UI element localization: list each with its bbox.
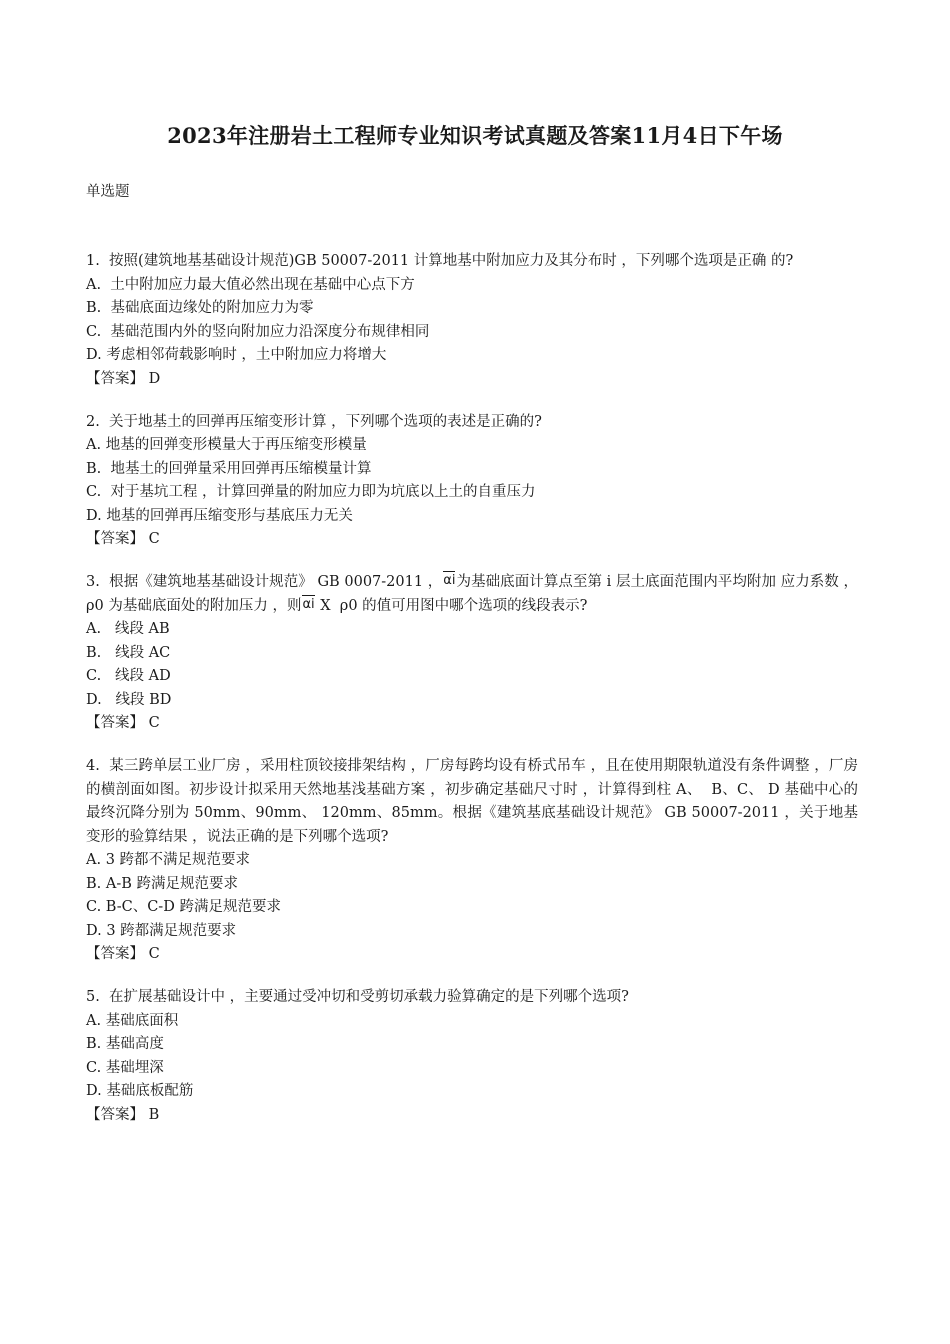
question-stem: 5. 在扩展基础设计中 ，主要通过受冲切和受剪切承载力验算确定的是下列哪个选项? bbox=[86, 989, 629, 1005]
question-4 bbox=[86, 755, 858, 967]
option-d: D. 基础底板配筋 bbox=[86, 1083, 194, 1099]
stem-part-1: 3. 根据《建筑地基基础设计规范》 GB 0007-2011 ， bbox=[86, 574, 443, 590]
answer-line: 【答案】 C bbox=[86, 715, 160, 731]
question-list bbox=[86, 250, 868, 1147]
option-c: C. 对于基坑工程 ，计算回弹量的附加应力即为坑底以上土的自重压力 bbox=[86, 484, 536, 500]
section-label: 单选题 bbox=[86, 184, 130, 200]
alpha-bar-symbol bbox=[442, 574, 456, 587]
option-b: B. 基础高度 bbox=[86, 1036, 164, 1052]
symbol-text: αi bbox=[302, 596, 315, 612]
stem-part-2: 为基础底面计算点至第 i 层土底面范围内平均附加 应力系数 ， ρ0 为基础底面处的附加压力 ，则 bbox=[86, 574, 868, 614]
stem-part-3: X ρ0 的值可用图中哪个选项的线段表示? bbox=[315, 597, 588, 614]
option-a: A. 3 跨都不满足规范要求 bbox=[86, 852, 251, 868]
question-3 bbox=[86, 571, 868, 736]
option-d: D. 地基的回弹再压缩变形与基底压力无关 bbox=[86, 507, 353, 524]
option-a: A. 基础底面积 bbox=[86, 1012, 179, 1029]
question-1 bbox=[86, 250, 858, 391]
answer-line: 【答案】 C bbox=[86, 531, 160, 547]
symbol-text: αi bbox=[443, 573, 456, 588]
option-d: D. 3 跨都满足规范要求 bbox=[86, 922, 237, 939]
question-2 bbox=[86, 411, 858, 552]
option-d: D. 线段 BD bbox=[86, 691, 172, 708]
answer-line: 【答案】 B bbox=[86, 1106, 160, 1123]
option-a: A. 地基的回弹变形模量大于再压缩变形模量 bbox=[86, 437, 367, 453]
option-a: A. 土中附加应力最大值必然出现在基础中心点下方 bbox=[86, 276, 415, 293]
option-c: C. 基础埋深 bbox=[86, 1059, 164, 1076]
option-b: B. 基础底面边缘处的附加应力为零 bbox=[86, 300, 314, 316]
option-b: B. 线段 AC bbox=[86, 644, 171, 661]
option-c: C. B-C、C-D 跨满足规范要求 bbox=[86, 899, 281, 915]
answer-line: 【答案】 D bbox=[86, 370, 161, 387]
overline bbox=[443, 571, 455, 572]
page-title: 2023年注册岩土工程师专业知识考试真题及答案11月4日下午场 bbox=[167, 123, 783, 148]
question-stem: 2. 关于地基土的回弹再压缩变形计算 ，下列哪个选项的表述是正确的? bbox=[86, 413, 542, 430]
alpha-bar-symbol bbox=[301, 598, 315, 611]
option-b: B. 地基土的回弹量采用回弹再压缩模量计算 bbox=[86, 460, 372, 477]
option-c: C. 线段 AD bbox=[86, 668, 171, 684]
option-c: C. 基础范围内外的竖向附加应力沿深度分布规律相同 bbox=[86, 323, 430, 340]
question-stem bbox=[86, 571, 868, 618]
option-b: B. A-B 跨满足规范要求 bbox=[86, 875, 239, 892]
option-a: A. 线段 AB bbox=[86, 621, 170, 637]
answer-line: 【答案】 C bbox=[86, 946, 160, 962]
question-5 bbox=[86, 986, 858, 1127]
option-d: D. 考虑相邻荷载影响时 ，土中附加应力将增大 bbox=[86, 347, 387, 363]
overline bbox=[302, 595, 314, 596]
question-stem: 4. 某三跨单层工业厂房 ，采用柱顶铰接排架结构 ，厂房每跨均设有桥式吊车 ，且在使用期限轨道没有条件调整 ，厂房的横剖面如图。初步设计拟采用天然地基浅基础方案 ，初步确定基础尺寸时 ，计算得到柱 A、 B、C、 D 基础中心的最终沉降分别为 50mm、90mm、 120mm、85mm。根据《建筑基底基础设计规范》 GB 50007-2011 ，关于地基变形的验算结果 ，说法正确的是下列哪个选项? bbox=[86, 758, 858, 845]
question-stem: 1. 按照(建筑地基基础设计规范)GB 50007-2011 计算地基中附加应力及其分布时 ，下列哪个选项是正确 的? bbox=[86, 253, 794, 269]
